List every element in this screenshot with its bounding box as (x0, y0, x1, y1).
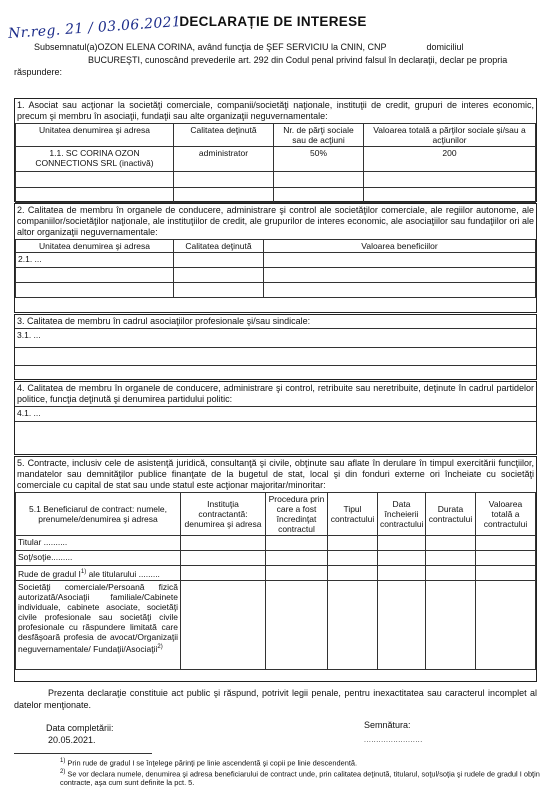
intro-line-3: răspundere: (14, 67, 63, 77)
s1-row1-value: 200 (364, 147, 536, 172)
section-4-table (15, 406, 536, 438)
signature-block (364, 720, 423, 746)
s5-row-relatives: Rude de gradul $I^{1)}$ ale titularului ......... (16, 566, 181, 581)
table-row (16, 147, 536, 172)
footnote-divider (14, 753, 152, 754)
section-2-heading: 2. Calitatea de membru în organele de conducere, administrare şi control ale societăţilor comerciale, ale regiilor autonome, ale companiilor/societăţilor naţionale, ale instituţiilor de credit, ale grupurilor de interes economic, ale asociaţiilor sau fundaţiilor ori ale altor organizaţii neguvernamentale: (17, 205, 534, 237)
s5-col-value: Valoarea totală a contractului (476, 493, 536, 536)
s1-col-unit: Unitatea denumirea şi adresa (16, 124, 174, 147)
signature-label: Semnătura: (364, 720, 411, 730)
table-row (16, 268, 536, 283)
section-4-heading: 4. Calitatea de membru în organele de conducere, administrare şi control, retribuite sau neretribuite, deţinute în cadrul partidelor politice, funcţia deţinută şi denumirea partidului politic: (17, 383, 534, 404)
section-2-table (15, 239, 536, 298)
table-row (16, 551, 536, 566)
s2-col-role: Calitatea deţinută (174, 240, 264, 253)
section-2 (14, 203, 537, 313)
section-1-table (15, 123, 536, 203)
s1-row1-shares: 50% (274, 147, 364, 172)
table-row (15, 329, 536, 348)
intro-line-2: BUCUREŞTI, cunoscând prevederile art. 292 din Codul penal privind falsul în declaraţii, declar pe propria (88, 54, 508, 65)
footnote-2: $^{2)}$ Se vor declara numele, denumirea şi adresa beneficiarului de contract unde, prin calitatea deţinută, titularul, soţul/soţia şi rudele de gradul I obţin contracte, aşa cum sunt definite la pct. 5. (60, 769, 540, 788)
s1-row1-role: administrator (174, 147, 274, 172)
closing-statement: Prezenta declaraţie constituie act public şi răspund, potrivit legii penale, pentru inexactitatea sau caracterul incomplet al datelor menţionate. (14, 688, 537, 710)
table-row (16, 253, 536, 268)
section-3 (14, 314, 537, 380)
s5-col-procedure: Procedura prin care a fost încredinţat contractul (266, 493, 328, 536)
s5-col-beneficiary: 5.1 Beneficiarul de contract: numele, prenumele/denumirea şi adresa (16, 493, 181, 536)
s5-col-date: Data încheierii contractului (378, 493, 426, 536)
section-4 (14, 381, 537, 455)
s1-col-value: Valoarea totală a părţilor sociale şi/sau a acţiunilor (364, 124, 536, 147)
s5-row-spouse: Soţ/soţie......... (16, 551, 181, 566)
section-5 (14, 456, 537, 682)
s2-col-unit: Unitatea denumirea şi adresa (16, 240, 174, 253)
s5-col-duration: Durata contractului (426, 493, 476, 536)
table-row (16, 172, 536, 188)
s5-col-institution: Instituţia contractantă: denumirea şi adresa (181, 493, 266, 536)
s2-col-benefits: Valoarea beneficiilor (264, 240, 536, 253)
table-row (16, 188, 536, 203)
table-row (16, 283, 536, 298)
table-row (16, 536, 536, 551)
date-label: Data completării: (46, 723, 114, 733)
section-3-table (15, 328, 536, 366)
intro-line-1: Subsemnatul(a)OZON ELENA CORINA, având funcţia de ŞEF SERVICIU la CNIN, CNP (34, 42, 387, 52)
s1-col-role: Calitatea deţinută (174, 124, 274, 147)
s5-row-entities: Societăţi comerciale/Persoană fizică autorizată/Asociaţii familiale/Cabinete individuale, cabinete asociate, societăţi civile profesionale sau societăţi civile profesionale cu răspundere limitată care desfăşoară profesia de avocat/Organizaţii neguvernamentale/ Fundaţii/Asociaţii$^{2)}$ (16, 581, 181, 670)
page-title: DECLARAȚIE DE INTERESE (179, 14, 367, 29)
s1-col-shares: Nr. de părţi sociale sau de acţiuni (274, 124, 364, 147)
completion-date (46, 722, 114, 746)
handwritten-registration-number: Nr.reg. 21 / 03.06.2021 (7, 13, 182, 43)
table-row (16, 566, 536, 581)
table-row (16, 581, 536, 670)
section-3-heading: 3. Calitatea de membru în cadrul asociaţiilor profesionale şi/sau sindicale: (17, 316, 311, 326)
s5-row-holder: Titular .......... (16, 536, 181, 551)
declarant-statement (14, 41, 534, 79)
section-5-table (15, 492, 536, 670)
domicile-label: domiciliul (426, 42, 464, 52)
s4-row1: 4.1. ... (15, 407, 536, 422)
s3-row1: 3.1. ... (15, 329, 536, 348)
table-row (15, 422, 536, 439)
table-row (15, 407, 536, 422)
signature-line: ........................ (364, 737, 423, 744)
table-row (15, 348, 536, 366)
section-1-heading: 1. Asociat sau acţionar la societăţi comerciale, companii/societăţi naţionale, instituţii de credit, grupuri de interes economic, precum şi membru în asociaţii, fundaţii sau alte organizaţii neguvernamentale: (17, 100, 534, 121)
s1-row1-unit: 1.1. SC CORINA OZON CONNECTIONS SRL (inactivă) (16, 147, 174, 172)
section-5-heading: 5. Contracte, inclusiv cele de asistenţă juridică, consultanţă şi civile, obţinute sau aflate în derulare în timpul exercitării funcţiilor, mandatelor sau demnităţilor publice finanţate de la bugetul de stat, local şi din fonduri externe ori încheiate cu societăţi comerciale cu capital de stat sau unde statul este acţionar majoritar/minoritar: (17, 458, 534, 490)
section-1 (14, 98, 537, 202)
footnote-1: $^{1)}$ Prin rude de gradul I se înţelege părinţi pe linie ascendentă şi copii pe linie descendentă. (60, 758, 358, 768)
s5-col-type: Tipul contractului (328, 493, 378, 536)
s2-row1: 2.1. ... (16, 253, 174, 268)
date-value: 20.05.2021. (48, 735, 96, 745)
